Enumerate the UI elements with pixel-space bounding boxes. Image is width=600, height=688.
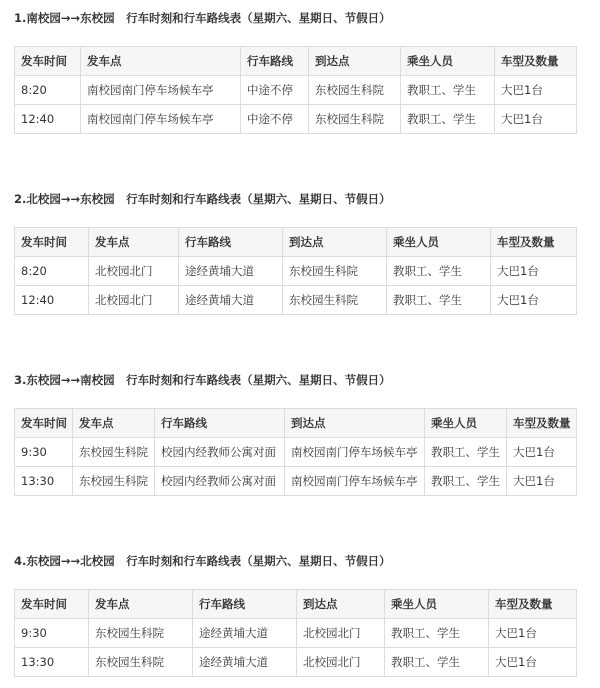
schedule-table (14, 227, 577, 315)
cell-departure-point: 东校园生科院 (73, 438, 155, 467)
cell-arrival-point: 北校园北门 (297, 648, 385, 677)
cell-passengers: 教职工、学生 (401, 105, 495, 134)
header-departure-time: 发车时间 (15, 409, 73, 438)
header-departure-point: 发车点 (81, 47, 241, 76)
table-row (15, 105, 577, 134)
header-departure-time: 发车时间 (15, 228, 89, 257)
cell-departure-point: 东校园生科院 (89, 619, 193, 648)
table-header-row (15, 228, 577, 257)
table-row (15, 76, 577, 105)
header-vehicle: 车型及数量 (507, 409, 577, 438)
header-vehicle: 车型及数量 (489, 590, 577, 619)
header-passengers: 乘坐人员 (387, 228, 491, 257)
schedule-table (14, 589, 577, 677)
header-route: 行车路线 (155, 409, 285, 438)
header-departure-point: 发车点 (89, 590, 193, 619)
header-departure-point: 发车点 (73, 409, 155, 438)
cell-arrival-point: 东校园生科院 (309, 105, 401, 134)
cell-vehicle: 大巴1台 (495, 105, 577, 134)
cell-route: 途经黄埔大道 (193, 648, 297, 677)
cell-vehicle: 大巴1台 (489, 619, 577, 648)
cell-departure-time: 13:30 (15, 467, 73, 496)
cell-departure-time: 12:40 (15, 286, 89, 315)
table-header-row (15, 47, 577, 76)
cell-route: 中途不停 (241, 105, 309, 134)
schedule-table (14, 46, 577, 134)
section-title: 2.北校园→→东校园 行车时刻和行车路线表（星期六、星期日、节假日） (14, 192, 391, 206)
cell-arrival-point: 南校园南门停车场候车亭 (285, 438, 425, 467)
cell-vehicle: 大巴1台 (491, 286, 577, 315)
cell-departure-time: 9:30 (15, 438, 73, 467)
header-passengers: 乘坐人员 (385, 590, 489, 619)
cell-route: 校园内经教师公寓对面 (155, 467, 285, 496)
header-arrival-point: 到达点 (285, 409, 425, 438)
header-vehicle: 车型及数量 (495, 47, 577, 76)
cell-departure-point: 东校园生科院 (73, 467, 155, 496)
cell-route: 校园内经教师公寓对面 (155, 438, 285, 467)
table-row (15, 286, 577, 315)
header-route: 行车路线 (241, 47, 309, 76)
header-arrival-point: 到达点 (283, 228, 387, 257)
header-route: 行车路线 (179, 228, 283, 257)
cell-passengers: 教职工、学生 (401, 76, 495, 105)
cell-departure-point: 北校园北门 (89, 286, 179, 315)
schedule-table (14, 408, 577, 496)
cell-passengers: 教职工、学生 (385, 648, 489, 677)
cell-departure-point: 北校园北门 (89, 257, 179, 286)
header-departure-time: 发车时间 (15, 590, 89, 619)
cell-arrival-point: 东校园生科院 (283, 257, 387, 286)
cell-vehicle: 大巴1台 (489, 648, 577, 677)
section-title: 1.南校园→→东校园 行车时刻和行车路线表（星期六、星期日、节假日） (14, 11, 391, 25)
cell-route: 途经黄埔大道 (179, 286, 283, 315)
table-row (15, 648, 577, 677)
cell-departure-point: 东校园生科院 (89, 648, 193, 677)
cell-vehicle: 大巴1台 (491, 257, 577, 286)
cell-route: 途经黄埔大道 (193, 619, 297, 648)
header-passengers: 乘坐人员 (425, 409, 507, 438)
cell-departure-time: 12:40 (15, 105, 81, 134)
header-passengers: 乘坐人员 (401, 47, 495, 76)
cell-passengers: 教职工、学生 (387, 257, 491, 286)
header-departure-time: 发车时间 (15, 47, 81, 76)
cell-departure-time: 8:20 (15, 76, 81, 105)
section-title: 4.东校园→→北校园 行车时刻和行车路线表（星期六、星期日、节假日） (14, 554, 391, 568)
header-vehicle: 车型及数量 (491, 228, 577, 257)
cell-departure-point: 南校园南门停车场候车亭 (81, 76, 241, 105)
cell-vehicle: 大巴1台 (495, 76, 577, 105)
header-arrival-point: 到达点 (297, 590, 385, 619)
cell-route: 中途不停 (241, 76, 309, 105)
table-row (15, 467, 577, 496)
table-header-row (15, 409, 577, 438)
cell-passengers: 教职工、学生 (385, 619, 489, 648)
header-route: 行车路线 (193, 590, 297, 619)
cell-departure-time: 8:20 (15, 257, 89, 286)
header-arrival-point: 到达点 (309, 47, 401, 76)
header-departure-point: 发车点 (89, 228, 179, 257)
section-title: 3.东校园→→南校园 行车时刻和行车路线表（星期六、星期日、节假日） (14, 373, 391, 387)
cell-arrival-point: 东校园生科院 (283, 286, 387, 315)
cell-departure-point: 南校园南门停车场候车亭 (81, 105, 241, 134)
cell-arrival-point: 南校园南门停车场候车亭 (285, 467, 425, 496)
table-row (15, 619, 577, 648)
table-row (15, 257, 577, 286)
cell-vehicle: 大巴1台 (507, 467, 577, 496)
cell-vehicle: 大巴1台 (507, 438, 577, 467)
cell-departure-time: 9:30 (15, 619, 89, 648)
cell-route: 途经黄埔大道 (179, 257, 283, 286)
cell-arrival-point: 北校园北门 (297, 619, 385, 648)
cell-passengers: 教职工、学生 (425, 438, 507, 467)
cell-passengers: 教职工、学生 (387, 286, 491, 315)
table-row (15, 438, 577, 467)
table-header-row (15, 590, 577, 619)
cell-arrival-point: 东校园生科院 (309, 76, 401, 105)
cell-departure-time: 13:30 (15, 648, 89, 677)
cell-passengers: 教职工、学生 (425, 467, 507, 496)
